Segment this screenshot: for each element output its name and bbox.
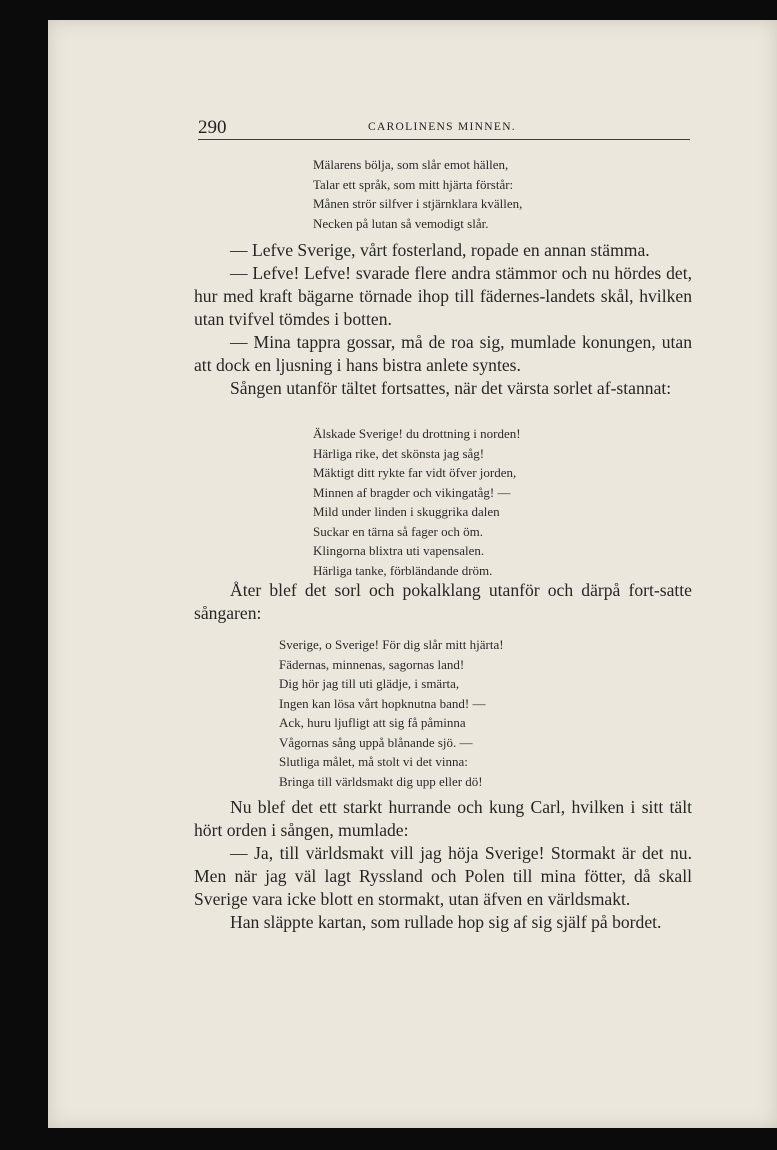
poem-line: Necken på lutan så vemodigt slår. bbox=[313, 215, 489, 231]
poem-line: Mäktigt ditt rykte far vidt öfver jorden, bbox=[313, 465, 517, 480]
paragraph: Sången utanför tältet fortsattes, när det värsta sorlet af-stannat: bbox=[230, 378, 672, 398]
running-head: CAROLINENS MINNEN. bbox=[368, 121, 516, 133]
paragraph: — Ja, till världsmakt vill jag höja Sverige! Stormakt är det nu. Men när jag väl lagt Ryssland och Polen till mina fötter, då skall Sverige vara icke blott en stormakt, utan äfven en världsmakt. bbox=[194, 843, 692, 909]
poem-line: Älskade Sverige! du drottning i norden! bbox=[313, 426, 521, 441]
poem-line: Ingen kan lösa vårt hopknutna band! — bbox=[279, 695, 486, 711]
poem-line: Klingorna blixtra uti vapensalen. bbox=[313, 543, 485, 558]
poem-stanza-2 bbox=[313, 424, 521, 580]
poem-line: Minnen af bragder och vikingatåg! — bbox=[313, 484, 511, 500]
poem-line: Mild under linden i skuggrika dalen bbox=[313, 504, 500, 519]
paragraph: — Mina tappra gossar, må de roa sig, mumlade konungen, utan att dock en ljusning i hans bistra anlete syntes. bbox=[194, 332, 692, 375]
poem-line: Ack, huru ljufligt att sig få påminna bbox=[279, 715, 466, 730]
page-number: 290 bbox=[198, 117, 227, 138]
poem-line: Talar ett språk, som mitt hjärta förstår: bbox=[313, 176, 514, 192]
poem-stanza-3 bbox=[279, 635, 504, 791]
poem-line: Mälarens bölja, som slår emot hällen, bbox=[313, 157, 509, 172]
paragraph: Nu blef det ett starkt hurrande och kung Carl, hvilken i sitt tält hört orden i sången, mumlade: bbox=[194, 797, 692, 840]
page-header bbox=[198, 117, 690, 140]
prose-block-2 bbox=[194, 579, 692, 625]
paragraph: Åter blef det sorl och pokalklang utanför och därpå fort-satte sångaren: bbox=[194, 580, 692, 623]
poem-line: Härliga tanke, förbländande dröm. bbox=[313, 562, 493, 578]
poem-line: Dig hör jag till uti glädje, i smärta, bbox=[279, 676, 460, 691]
poem-line: Månen strör silfver i stjärnklara kvällen, bbox=[313, 196, 523, 211]
poem-line: Fädernas, minnenas, sagornas land! bbox=[279, 656, 465, 672]
poem-line: Vågornas sång uppå blånande sjö. — bbox=[279, 734, 473, 750]
poem-line: Härliga rike, det skönsta jag såg! bbox=[313, 445, 485, 461]
poem-stanza-1 bbox=[313, 155, 522, 233]
paragraph: — Lefve Sverige, vårt fosterland, ropade en annan stämma. bbox=[230, 240, 650, 260]
paragraph: Han släppte kartan, som rullade hop sig af sig själf på bordet. bbox=[230, 912, 662, 932]
paragraph: — Lefve! Lefve! svarade flere andra stämmor och nu hördes det, hur med kraft bägarne törnade ihop till fädernes-landets skål, hvilken utan tvifvel tömdes i botten. bbox=[194, 263, 692, 329]
poem-line: Bringa till världsmakt dig upp eller dö! bbox=[279, 773, 483, 789]
poem-line: Slutliga målet, må stolt vi det vinna: bbox=[279, 754, 468, 769]
poem-line: Sverige, o Sverige! För dig slår mitt hjärta! bbox=[279, 637, 504, 652]
poem-line: Suckar en tärna så fager och öm. bbox=[313, 523, 484, 539]
prose-block-1 bbox=[194, 239, 692, 400]
prose-block-3 bbox=[194, 796, 692, 934]
